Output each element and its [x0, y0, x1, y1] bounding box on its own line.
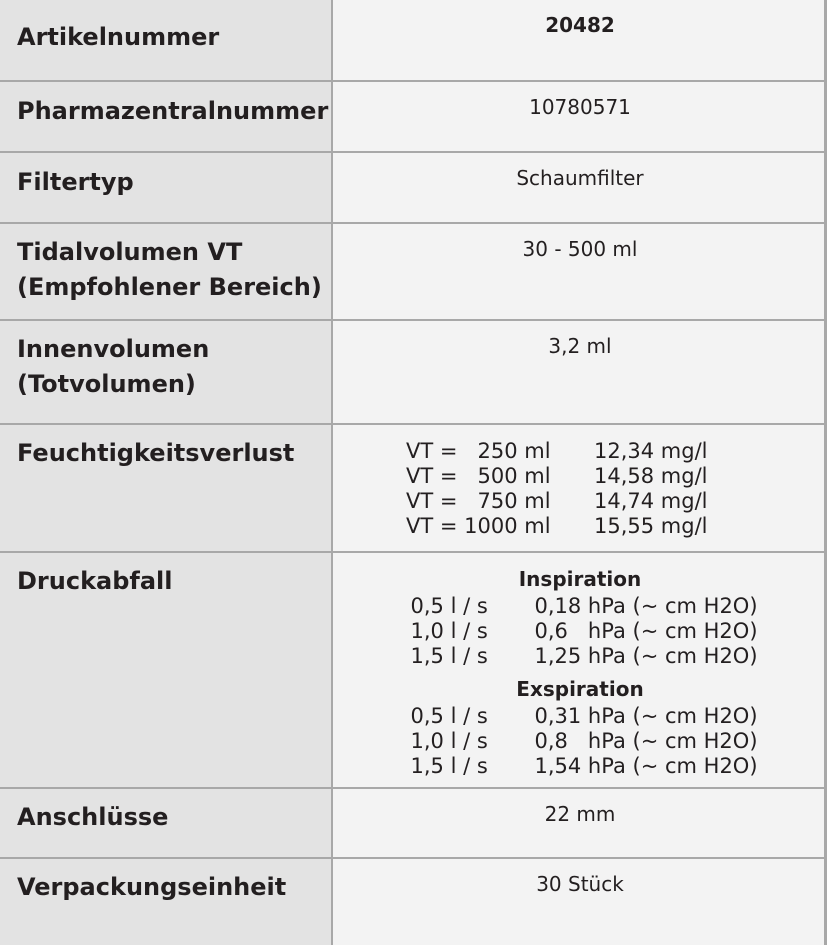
pressure-flow: 1,5 l / s — [410, 644, 488, 668]
label-anschluesse: Anschlüsse — [0, 789, 333, 858]
row-druckabfall — [0, 551, 827, 788]
humidity-vt: VT = 250 ml — [406, 439, 551, 463]
value-artikelnummer: 20482 — [545, 13, 615, 37]
label-pharmazentralnummer: Pharmazentralnummer — [0, 82, 333, 152]
row-filtertyp — [0, 151, 827, 223]
pressure-flow: 1,0 l / s — [410, 619, 488, 643]
value-verpackungseinheit: 30 Stück — [536, 872, 624, 896]
row-pharmazentralnummer — [0, 80, 827, 152]
humidity-vt: VT = 1000 ml — [406, 514, 551, 538]
value-filtertyp: Schaumfilter — [516, 166, 644, 190]
value-innenvolumen: 3,2 ml — [548, 334, 612, 358]
label-innenvolumen-line2: (Totvolumen) — [17, 370, 196, 398]
pressure-flow: 1,5 l / s — [410, 754, 488, 778]
pressure-flow: 0,5 l / s — [410, 704, 488, 728]
label-innenvolumen-line1: Innenvolumen — [17, 335, 210, 363]
pressure-flow: 1,0 l / s — [410, 729, 488, 753]
inspiration-grid — [410, 594, 758, 669]
inspiration-title: Inspiration — [518, 567, 642, 591]
pressure-value: 0,6 hPa (~ cm H2O) — [534, 619, 758, 643]
label-druckabfall: Druckabfall — [0, 553, 333, 788]
humidity-loss: 12,34 mg/l — [594, 439, 708, 463]
label-tidalvolumen — [0, 224, 333, 320]
label-tidalvolumen-line2: (Empfohlener Bereich) — [17, 273, 322, 301]
value-druckabfall — [333, 553, 827, 788]
humidity-vt: VT = 500 ml — [406, 464, 551, 488]
row-anschluesse — [0, 787, 827, 858]
label-feuchtigkeitsverlust: Feuchtigkeitsverlust — [0, 425, 333, 552]
pressure-value: 0,18 hPa (~ cm H2O) — [534, 594, 758, 618]
value-tidalvolumen: 30 - 500 ml — [522, 237, 638, 261]
label-innenvolumen — [0, 321, 333, 424]
value-anschluesse: 22 mm — [544, 802, 616, 826]
pressure-value: 1,54 hPa (~ cm H2O) — [534, 754, 758, 778]
label-artikelnummer: Artikelnummer — [0, 0, 333, 81]
pressure-value: 0,8 hPa (~ cm H2O) — [534, 729, 758, 753]
label-tidalvolumen-line1: Tidalvolumen VT — [17, 238, 243, 266]
pressure-value: 0,31 hPa (~ cm H2O) — [534, 704, 758, 728]
humidity-loss: 15,55 mg/l — [594, 514, 708, 538]
expiration-title: Exspiration — [516, 677, 644, 701]
humidity-loss-grid — [406, 439, 754, 539]
row-tidalvolumen — [0, 222, 827, 320]
pressure-value: 1,25 hPa (~ cm H2O) — [534, 644, 758, 668]
humidity-loss: 14,74 mg/l — [594, 489, 708, 513]
expiration-grid — [410, 704, 758, 779]
label-filtertyp: Filtertyp — [0, 153, 333, 223]
humidity-loss: 14,58 mg/l — [594, 464, 708, 488]
row-innenvolumen — [0, 319, 827, 424]
pressure-flow: 0,5 l / s — [410, 594, 488, 618]
value-feuchtigkeitsverlust — [333, 425, 827, 552]
row-feuchtigkeitsverlust — [0, 423, 827, 552]
value-pharmazentralnummer: 10780571 — [529, 95, 631, 119]
humidity-vt: VT = 750 ml — [406, 489, 551, 513]
label-verpackungseinheit: Verpackungseinheit — [0, 859, 333, 945]
row-verpackungseinheit — [0, 857, 827, 945]
row-artikelnummer — [0, 0, 827, 81]
